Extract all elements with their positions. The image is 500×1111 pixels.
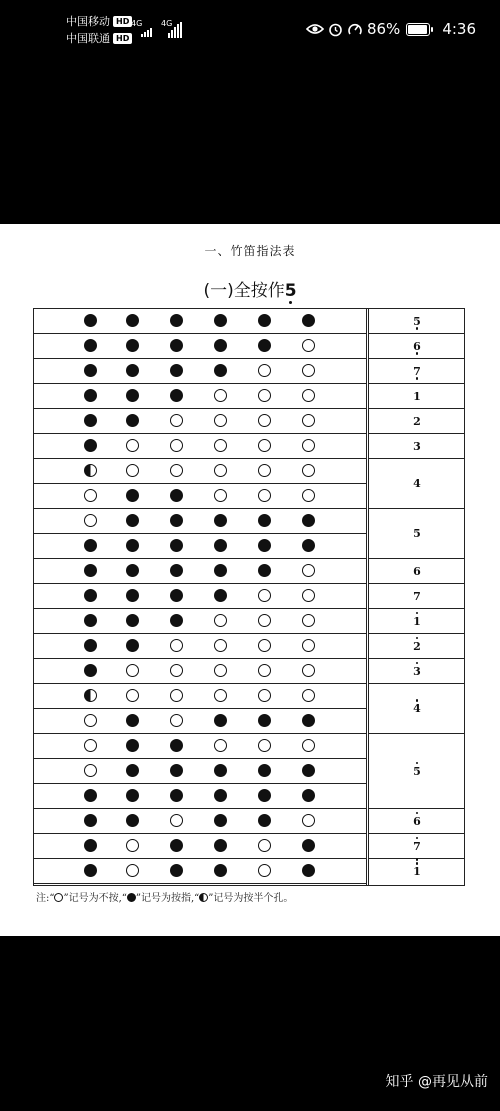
open-hole-icon: [214, 414, 227, 427]
open-hole-icon: [302, 814, 315, 827]
octave-dot: [416, 327, 419, 330]
closed-hole-icon: [170, 564, 183, 577]
closed-hole-icon: [126, 639, 139, 652]
closed-hole-icon: [214, 789, 227, 802]
closed-hole-icon: [84, 439, 97, 452]
closed-hole-icon: [258, 314, 271, 327]
open-hole-icon: [302, 489, 315, 502]
octave-dot: [416, 862, 419, 865]
carrier-2-label: 中国联通: [66, 32, 110, 45]
open-hole-icon: [170, 639, 183, 652]
closed-hole-icon: [84, 364, 97, 377]
closed-hole-icon: [126, 614, 139, 627]
note-cell: [369, 634, 465, 659]
closed-hole-icon: [214, 514, 227, 527]
fingering-row: [34, 434, 366, 459]
closed-hole-icon: [170, 514, 183, 527]
subtitle-note: 5: [284, 281, 297, 301]
note-label: 7: [413, 840, 421, 853]
octave-dot: [416, 812, 419, 815]
open-hole-icon: [84, 489, 97, 502]
open-hole-icon: [170, 689, 183, 702]
open-hole-icon: [214, 689, 227, 702]
closed-hole-icon: [170, 864, 183, 877]
closed-hole-icon: [126, 514, 139, 527]
closed-hole-icon: [170, 539, 183, 552]
closed-hole-icon: [214, 314, 227, 327]
fingering-chart-document: [0, 224, 500, 936]
closed-hole-icon: [126, 489, 139, 502]
fingering-row: [34, 509, 366, 534]
octave-dot: [416, 662, 419, 665]
closed-hole-icon: [126, 739, 139, 752]
document-title: 一、竹笛指法表: [204, 244, 296, 258]
open-hole-icon: [170, 664, 183, 677]
open-hole-icon: [258, 639, 271, 652]
closed-hole-icon: [170, 314, 183, 327]
closed-hole-icon: [84, 814, 97, 827]
closed-hole-icon: [214, 539, 227, 552]
note-cell: [369, 809, 465, 834]
open-hole-icon: [302, 389, 315, 402]
closed-hole-icon: [258, 764, 271, 777]
note-cell: [369, 559, 465, 584]
fingering-row: [34, 734, 366, 759]
fingering-row: [34, 659, 366, 684]
closed-hole-icon: [302, 764, 315, 777]
note-cell: [369, 309, 465, 334]
open-hole-icon: [258, 689, 271, 702]
note-label: 6: [413, 339, 421, 353]
closed-hole-icon: [84, 414, 97, 427]
open-hole-icon: [302, 589, 315, 602]
open-hole-icon: [302, 414, 315, 427]
carrier-1-label: 中国移动: [66, 15, 110, 28]
open-hole-icon: [302, 364, 315, 377]
battery-percent: 86%: [366, 20, 401, 38]
open-hole-icon: [302, 439, 315, 452]
closed-hole-icon: [258, 814, 271, 827]
fingering-row: [34, 559, 366, 584]
legend-open: ”记号为不按,“: [63, 893, 127, 904]
fingering-row: [34, 459, 366, 484]
eye-icon: [306, 23, 324, 35]
status-bar: [0, 0, 500, 60]
note-label: 3: [413, 665, 421, 678]
closed-hole-icon: [84, 314, 97, 327]
closed-hole-icon: [84, 614, 97, 627]
closed-hole-icon: [302, 839, 315, 852]
open-hole-icon: [302, 664, 315, 677]
open-hole-icon: [170, 464, 183, 477]
open-hole-icon: [302, 614, 315, 627]
closed-hole-icon: [258, 339, 271, 352]
closed-hole-icon: [170, 739, 183, 752]
closed-hole-icon: [126, 364, 139, 377]
note-label: 5: [413, 765, 421, 778]
note-cell: [369, 384, 465, 409]
octave-dot: [416, 837, 419, 840]
legend-closed: ”记号为按指,“: [135, 893, 200, 904]
note-label: 1: [413, 615, 421, 628]
closed-hole-icon: [258, 514, 271, 527]
open-hole-icon: [214, 489, 227, 502]
fingering-table: [33, 308, 465, 886]
section-subtitle: [0, 276, 500, 301]
closed-hole-icon: [214, 839, 227, 852]
legend-note: [36, 889, 293, 904]
octave-dot: [416, 377, 419, 380]
fingering-row: [34, 484, 366, 509]
open-hole-icon: [126, 864, 139, 877]
hd-badge-1: HD: [113, 16, 132, 27]
fingering-row: [34, 634, 366, 659]
fingering-row: [34, 359, 366, 384]
octave-dot: [416, 612, 419, 615]
closed-hole-icon: [214, 589, 227, 602]
closed-hole-icon: [126, 564, 139, 577]
half-hole-icon: [84, 464, 97, 477]
closed-hole-icon: [84, 839, 97, 852]
open-hole-icon: [258, 414, 271, 427]
half-hole-icon: [84, 689, 97, 702]
open-hole-icon: [170, 714, 183, 727]
half-hole-icon: [199, 893, 208, 902]
watermark: 知乎 @再见从前: [385, 1074, 488, 1090]
note-label: 4: [413, 702, 421, 715]
open-hole-icon: [258, 389, 271, 402]
fingering-row: [34, 784, 366, 809]
carrier-1: [66, 16, 132, 28]
closed-hole-icon: [214, 864, 227, 877]
closed-hole-icon: [170, 589, 183, 602]
fingering-row: [34, 684, 366, 709]
legend-prefix: 注:“: [36, 893, 55, 904]
open-hole-icon: [170, 414, 183, 427]
fingering-row: [34, 859, 366, 884]
note-cell: [369, 834, 465, 859]
open-hole-icon: [214, 464, 227, 477]
open-hole-icon: [258, 489, 271, 502]
fingering-row: [34, 409, 366, 434]
closed-hole-icon: [302, 314, 315, 327]
closed-hole-icon: [126, 764, 139, 777]
open-hole-icon: [214, 639, 227, 652]
fingering-row: [34, 584, 366, 609]
note-cell: [369, 334, 465, 359]
closed-hole-icon: [126, 539, 139, 552]
closed-hole-icon: [302, 714, 315, 727]
closed-hole-icon: [84, 589, 97, 602]
fingering-row: [34, 709, 366, 734]
note-cell: [369, 859, 465, 884]
note-label: 3: [413, 439, 421, 453]
note-cell: [369, 409, 465, 434]
open-hole-icon: [214, 389, 227, 402]
open-hole-icon: [302, 739, 315, 752]
closed-hole-icon: [126, 314, 139, 327]
closed-hole-icon: [214, 814, 227, 827]
legend-half: ”记号为按半个孔。: [208, 893, 294, 904]
closed-hole-icon: [302, 864, 315, 877]
open-hole-icon: [302, 639, 315, 652]
closed-hole-icon: [170, 839, 183, 852]
closed-hole-icon: [126, 339, 139, 352]
closed-hole-icon: [84, 664, 97, 677]
open-hole-icon: [258, 739, 271, 752]
open-hole-icon: [302, 339, 315, 352]
octave-dot: [416, 352, 419, 355]
note-label: 1: [413, 389, 421, 403]
note-label: 2: [413, 414, 421, 428]
octave-dot: [416, 858, 419, 861]
network-type-2: 4G: [161, 19, 173, 28]
carrier-2: [66, 33, 132, 45]
note-cell: [369, 659, 465, 684]
open-hole-icon: [258, 614, 271, 627]
signal-2-icon: [168, 22, 182, 38]
fingering-row: [34, 834, 366, 859]
open-hole-icon: [126, 689, 139, 702]
closed-hole-icon: [258, 564, 271, 577]
closed-hole-icon: [170, 389, 183, 402]
signal-1-icon: [141, 28, 152, 37]
closed-hole-icon: [214, 764, 227, 777]
closed-hole-icon: [84, 789, 97, 802]
closed-hole-icon: [302, 514, 315, 527]
note-cell: [369, 584, 465, 609]
closed-hole-icon: [170, 614, 183, 627]
note-cell: [369, 609, 465, 634]
closed-hole-icon: [170, 764, 183, 777]
open-hole-icon: [84, 764, 97, 777]
clock: 4:36: [442, 20, 476, 38]
closed-hole-icon: [214, 339, 227, 352]
note-cell: [369, 509, 465, 559]
closed-hole-icon: [258, 789, 271, 802]
open-hole-icon: [126, 839, 139, 852]
closed-hole-icon: [170, 339, 183, 352]
fingering-row: [34, 609, 366, 634]
note-label: 1: [413, 865, 421, 878]
closed-hole-icon: [126, 714, 139, 727]
closed-hole-icon: [170, 789, 183, 802]
open-hole-icon: [170, 814, 183, 827]
closed-hole-icon: [170, 364, 183, 377]
fingering-row: [34, 384, 366, 409]
open-hole-icon: [126, 664, 139, 677]
closed-hole-icon: [126, 589, 139, 602]
closed-hole-icon: [127, 893, 136, 902]
closed-hole-icon: [126, 389, 139, 402]
closed-hole-icon: [84, 389, 97, 402]
note-cell: [369, 434, 465, 459]
closed-hole-icon: [84, 639, 97, 652]
open-hole-icon: [126, 439, 139, 452]
open-hole-icon: [258, 664, 271, 677]
closed-hole-icon: [214, 714, 227, 727]
open-hole-icon: [258, 839, 271, 852]
network-type-1: 4G: [131, 19, 143, 28]
open-hole-icon: [258, 364, 271, 377]
note-label: 5: [413, 314, 421, 328]
fingering-row: [34, 809, 366, 834]
note-label: 6: [413, 815, 421, 828]
note-label: 4: [413, 477, 421, 490]
alarm-icon: [328, 22, 343, 37]
open-hole-icon: [170, 439, 183, 452]
closed-hole-icon: [84, 339, 97, 352]
closed-hole-icon: [302, 789, 315, 802]
note-label: 7: [413, 589, 421, 603]
closed-hole-icon: [126, 414, 139, 427]
open-hole-icon: [214, 739, 227, 752]
closed-hole-icon: [302, 539, 315, 552]
octave-dot: [416, 762, 419, 765]
open-hole-icon: [84, 514, 97, 527]
closed-hole-icon: [258, 539, 271, 552]
open-hole-icon: [126, 464, 139, 477]
subtitle-text: (一)全按作: [203, 281, 285, 301]
closed-hole-icon: [84, 564, 97, 577]
fingering-row: [34, 334, 366, 359]
open-hole-icon: [302, 464, 315, 477]
open-hole-icon: [258, 589, 271, 602]
closed-hole-icon: [84, 539, 97, 552]
closed-hole-icon: [126, 789, 139, 802]
note-label: 6: [413, 564, 421, 578]
closed-hole-icon: [170, 489, 183, 502]
closed-hole-icon: [214, 564, 227, 577]
closed-hole-icon: [126, 814, 139, 827]
fingering-row: [34, 309, 366, 334]
status-right: [306, 20, 476, 38]
power-saving-icon: [347, 22, 363, 37]
note-cell: [369, 684, 465, 734]
hd-badge-2: HD: [113, 33, 132, 44]
battery-icon: [406, 23, 430, 36]
note-cell: [369, 459, 465, 509]
note-label: 5: [413, 527, 421, 540]
open-hole-icon: [302, 689, 315, 702]
open-hole-icon: [84, 739, 97, 752]
fingering-row: [34, 534, 366, 559]
closed-hole-icon: [258, 714, 271, 727]
open-hole-icon: [258, 439, 271, 452]
open-hole-icon: [84, 714, 97, 727]
open-hole-icon: [214, 439, 227, 452]
open-hole-icon: [214, 664, 227, 677]
note-label: 2: [413, 640, 421, 653]
open-hole-icon: [258, 464, 271, 477]
closed-hole-icon: [84, 864, 97, 877]
open-hole-icon: [302, 564, 315, 577]
open-hole-icon: [214, 614, 227, 627]
fingering-row: [34, 759, 366, 784]
note-label: 7: [413, 364, 421, 378]
closed-hole-icon: [214, 364, 227, 377]
octave-dot: [416, 637, 419, 640]
note-cell: [369, 734, 465, 809]
octave-dot: [416, 699, 419, 702]
open-hole-icon: [258, 864, 271, 877]
note-cell: [369, 359, 465, 384]
